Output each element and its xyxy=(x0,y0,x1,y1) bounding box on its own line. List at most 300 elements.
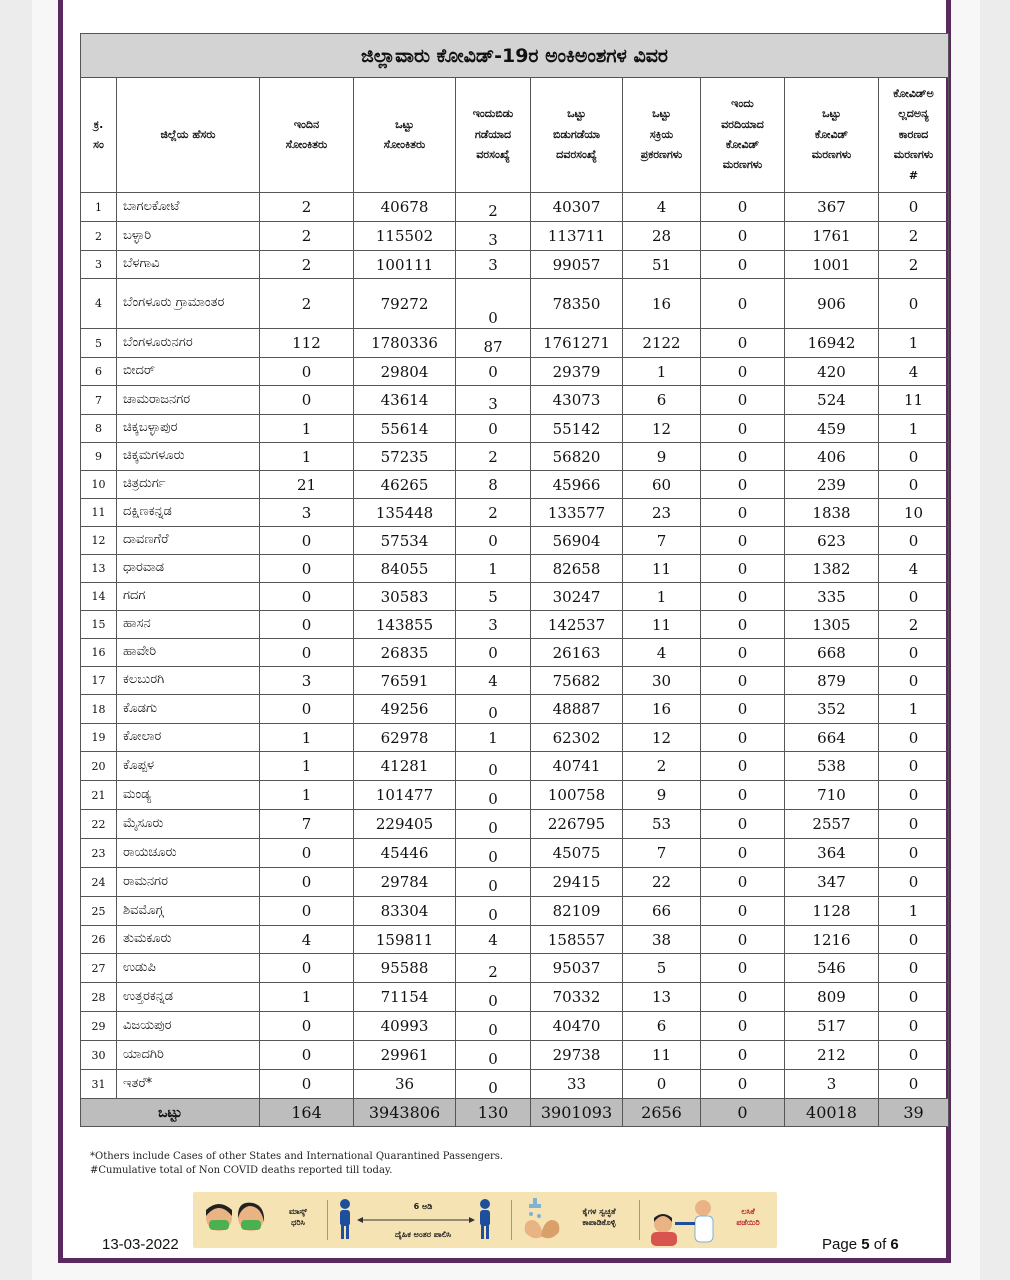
cell-today: 0 xyxy=(260,1070,354,1099)
cell-dis-total: 56820 xyxy=(531,443,623,471)
cell-no: 25 xyxy=(81,897,117,926)
banner-divider xyxy=(327,1200,328,1240)
cell-no: 29 xyxy=(81,1012,117,1041)
cell-deaths-total: 710 xyxy=(785,781,879,810)
cell-dis-total: 133577 xyxy=(531,499,623,527)
cell-active: 9 xyxy=(623,781,701,810)
safety-banner xyxy=(193,1192,777,1248)
cell-active: 2122 xyxy=(623,329,701,358)
cell-name: ಬೀದರ್ xyxy=(117,358,260,386)
cell-no: 6 xyxy=(81,358,117,386)
table-row xyxy=(81,583,949,611)
table-row xyxy=(81,415,949,443)
cell-active: 12 xyxy=(623,415,701,443)
cell-active: 28 xyxy=(623,222,701,251)
cell-non-covid: 0 xyxy=(879,583,949,611)
cell-non-covid: 0 xyxy=(879,983,949,1012)
cell-today: 1 xyxy=(260,415,354,443)
cell-today: 0 xyxy=(260,611,354,639)
cell-dis-today: 0 xyxy=(456,639,531,667)
cell-deaths-total: 879 xyxy=(785,667,879,695)
cell-today: 1 xyxy=(260,443,354,471)
cell-dis-today: 0 xyxy=(456,695,531,724)
cell-dis-today: 2 xyxy=(456,499,531,527)
cell-name: ಬೆಳಗಾವಿ xyxy=(117,251,260,279)
cell-non-covid: 0 xyxy=(879,1070,949,1099)
cell-no: 5 xyxy=(81,329,117,358)
cell-today: 0 xyxy=(260,695,354,724)
cell-deaths-total: 1838 xyxy=(785,499,879,527)
cell-dis-today: 4 xyxy=(456,926,531,954)
cell-today: 2 xyxy=(260,251,354,279)
cell-active: 7 xyxy=(623,527,701,555)
cell-deaths-total: 1001 xyxy=(785,251,879,279)
cell-non-covid: 10 xyxy=(879,499,949,527)
table-row xyxy=(81,868,949,897)
cell-non-covid: 0 xyxy=(879,926,949,954)
table-row xyxy=(81,1012,949,1041)
cell-dis-total: 113711 xyxy=(531,222,623,251)
cell-no: 19 xyxy=(81,724,117,752)
cell-non-covid: 0 xyxy=(879,279,949,329)
cell-name: ಚಾಮರಾಜನಗರ xyxy=(117,386,260,415)
cell-dis-today: 3 xyxy=(456,386,531,415)
cell-total: 29784 xyxy=(354,868,456,897)
total-active: 2656 xyxy=(623,1099,701,1127)
cell-deaths-today: 0 xyxy=(701,983,785,1012)
cell-total: 115502 xyxy=(354,222,456,251)
cell-dis-today: 1 xyxy=(456,724,531,752)
cell-deaths-total: 16942 xyxy=(785,329,879,358)
cell-total: 76591 xyxy=(354,667,456,695)
cell-total: 45446 xyxy=(354,839,456,868)
table-header-row xyxy=(81,78,949,193)
cell-non-covid: 1 xyxy=(879,329,949,358)
cell-active: 11 xyxy=(623,1041,701,1070)
cell-name: ಕೊಪ್ಪಳ xyxy=(117,752,260,781)
total-total: 3943806 xyxy=(354,1099,456,1127)
cell-dis-today: 0 xyxy=(456,983,531,1012)
cell-active: 16 xyxy=(623,695,701,724)
cell-deaths-today: 0 xyxy=(701,1012,785,1041)
cell-total: 26835 xyxy=(354,639,456,667)
cell-active: 2 xyxy=(623,752,701,781)
cell-today: 0 xyxy=(260,897,354,926)
table-row xyxy=(81,839,949,868)
cell-no: 16 xyxy=(81,639,117,667)
cell-dis-total: 45075 xyxy=(531,839,623,868)
cell-deaths-today: 0 xyxy=(701,724,785,752)
cell-deaths-today: 0 xyxy=(701,839,785,868)
cell-today: 0 xyxy=(260,527,354,555)
cell-total: 57235 xyxy=(354,443,456,471)
cell-dis-total: 142537 xyxy=(531,611,623,639)
cell-total: 49256 xyxy=(354,695,456,724)
cell-today: 2 xyxy=(260,279,354,329)
cell-deaths-total: 367 xyxy=(785,193,879,222)
cell-dis-today: 0 xyxy=(456,752,531,781)
page-current: 5 xyxy=(861,1236,870,1253)
cell-active: 38 xyxy=(623,926,701,954)
cell-today: 1 xyxy=(260,781,354,810)
cell-deaths-today: 0 xyxy=(701,667,785,695)
cell-active: 13 xyxy=(623,983,701,1012)
banner-divider xyxy=(639,1200,640,1240)
cell-dis-total: 78350 xyxy=(531,279,623,329)
cell-total: 43614 xyxy=(354,386,456,415)
cell-deaths-today: 0 xyxy=(701,639,785,667)
cell-name: ಮೈಸೂರು xyxy=(117,810,260,839)
cell-deaths-total: 524 xyxy=(785,386,879,415)
cell-dis-total: 1761271 xyxy=(531,329,623,358)
cell-non-covid: 0 xyxy=(879,527,949,555)
cell-deaths-total: 406 xyxy=(785,443,879,471)
cell-today: 0 xyxy=(260,555,354,583)
cell-dis-total: 45966 xyxy=(531,471,623,499)
cell-no: 12 xyxy=(81,527,117,555)
cell-deaths-total: 459 xyxy=(785,415,879,443)
table-row xyxy=(81,386,949,415)
cell-today: 112 xyxy=(260,329,354,358)
cell-dis-total: 226795 xyxy=(531,810,623,839)
cell-deaths-total: 347 xyxy=(785,868,879,897)
cell-today: 0 xyxy=(260,868,354,897)
total-non-covid: 39 xyxy=(879,1099,949,1127)
cell-name: ಮಂಡ್ಯ xyxy=(117,781,260,810)
cell-deaths-today: 0 xyxy=(701,386,785,415)
column-header: ಜಿಲ್ಲೆಯ ಹೆಸರು xyxy=(117,78,260,193)
table-row xyxy=(81,926,949,954)
cell-deaths-today: 0 xyxy=(701,695,785,724)
cell-non-covid: 2 xyxy=(879,611,949,639)
table-title: ಜಿಲ್ಲಾವಾರು ಕೋವಿಡ್-19ರ ಅಂಕಿಅಂಶಗಳ ವಿವರ xyxy=(81,34,949,78)
cell-deaths-total: 335 xyxy=(785,583,879,611)
cell-non-covid: 0 xyxy=(879,1012,949,1041)
banner-distance-feet: 6 ಅಡಿ xyxy=(413,1202,433,1211)
cell-total: 41281 xyxy=(354,752,456,781)
cell-deaths-today: 0 xyxy=(701,499,785,527)
cell-total: 159811 xyxy=(354,926,456,954)
table-row xyxy=(81,810,949,839)
total-dis-total: 3901093 xyxy=(531,1099,623,1127)
cell-total: 55614 xyxy=(354,415,456,443)
cell-no: 27 xyxy=(81,954,117,983)
cell-dis-total: 43073 xyxy=(531,386,623,415)
page-border-left xyxy=(58,0,63,1262)
cell-dis-total: 82109 xyxy=(531,897,623,926)
cell-non-covid: 0 xyxy=(879,752,949,781)
cell-name: ದಕ್ಷಿಣಕನ್ನಡ xyxy=(117,499,260,527)
cell-today: 4 xyxy=(260,926,354,954)
cell-active: 51 xyxy=(623,251,701,279)
cell-total: 36 xyxy=(354,1070,456,1099)
footnote-others: *Others include Cases of other States and International Quarantined Passengers. xyxy=(90,1151,504,1162)
banner-mask-label: ಮಾಸ್ಕ್ ಧರಿಸಿ xyxy=(288,1207,308,1227)
cell-active: 23 xyxy=(623,499,701,527)
cell-dis-total: 29379 xyxy=(531,358,623,386)
masked-faces-icon xyxy=(201,1192,271,1248)
cell-active: 1 xyxy=(623,358,701,386)
cell-dis-total: 48887 xyxy=(531,695,623,724)
cell-total: 46265 xyxy=(354,471,456,499)
cell-non-covid: 0 xyxy=(879,667,949,695)
cell-deaths-today: 0 xyxy=(701,193,785,222)
cell-dis-total: 33 xyxy=(531,1070,623,1099)
cell-total: 84055 xyxy=(354,555,456,583)
cell-no: 13 xyxy=(81,555,117,583)
cell-non-covid: 1 xyxy=(879,415,949,443)
cell-total: 100111 xyxy=(354,251,456,279)
cell-dis-today: 0 xyxy=(456,868,531,897)
table-row xyxy=(81,251,949,279)
cell-deaths-today: 0 xyxy=(701,611,785,639)
cell-dis-today: 1 xyxy=(456,555,531,583)
cell-name: ವಿಜಯಪುರ xyxy=(117,1012,260,1041)
cell-deaths-today: 0 xyxy=(701,810,785,839)
cell-non-covid: 0 xyxy=(879,868,949,897)
column-header: ಇಂದಿನ ಸೋಂಕಿತರು xyxy=(260,78,354,193)
cell-today: 0 xyxy=(260,839,354,868)
cell-today: 3 xyxy=(260,499,354,527)
cell-dis-total: 70332 xyxy=(531,983,623,1012)
cell-deaths-today: 0 xyxy=(701,926,785,954)
cell-deaths-today: 0 xyxy=(701,329,785,358)
table-row xyxy=(81,781,949,810)
footnotes xyxy=(90,1150,503,1178)
page-total: 6 xyxy=(890,1236,899,1253)
cell-name: ದಾವಣಗೆರೆ xyxy=(117,527,260,555)
total-today: 164 xyxy=(260,1099,354,1127)
report-date: 13-03-2022 xyxy=(102,1236,179,1253)
cell-today: 21 xyxy=(260,471,354,499)
cell-dis-total: 40741 xyxy=(531,752,623,781)
table-row xyxy=(81,752,949,781)
cell-dis-today: 0 xyxy=(456,839,531,868)
table-row xyxy=(81,358,949,386)
cell-name: ಚಿಕ್ಕಮಗಳೂರು xyxy=(117,443,260,471)
table-row xyxy=(81,695,949,724)
cell-no: 9 xyxy=(81,443,117,471)
cell-no: 31 xyxy=(81,1070,117,1099)
cell-active: 9 xyxy=(623,443,701,471)
cell-active: 22 xyxy=(623,868,701,897)
cell-dis-total: 56904 xyxy=(531,527,623,555)
footnote-cumulative: #Cumulative total of Non COVID deaths reported till today. xyxy=(90,1165,393,1176)
cell-today: 0 xyxy=(260,386,354,415)
cell-deaths-today: 0 xyxy=(701,251,785,279)
hand-wash-icon xyxy=(519,1192,569,1248)
cell-dis-today: 2 xyxy=(456,443,531,471)
cell-non-covid: 1 xyxy=(879,897,949,926)
cell-deaths-total: 239 xyxy=(785,471,879,499)
cell-non-covid: 1 xyxy=(879,695,949,724)
cell-name: ಹಾವೇರಿ xyxy=(117,639,260,667)
table-body xyxy=(81,193,949,1127)
cell-non-covid: 0 xyxy=(879,193,949,222)
cell-dis-today: 0 xyxy=(456,527,531,555)
cell-dis-today: 87 xyxy=(456,329,531,358)
cell-deaths-today: 0 xyxy=(701,868,785,897)
banner-vaccine-label: ಲಸಿಕೆ ಪಡೆಯಿರಿ xyxy=(736,1207,760,1227)
cell-name: ರಾಮನಗರ xyxy=(117,868,260,897)
cell-no: 3 xyxy=(81,251,117,279)
cell-dis-today: 0 xyxy=(456,810,531,839)
cell-total: 40678 xyxy=(354,193,456,222)
cell-deaths-today: 0 xyxy=(701,781,785,810)
cell-non-covid: 0 xyxy=(879,781,949,810)
cell-deaths-total: 212 xyxy=(785,1041,879,1070)
cell-active: 5 xyxy=(623,954,701,983)
table-row xyxy=(81,279,949,329)
cell-today: 0 xyxy=(260,954,354,983)
cell-dis-total: 55142 xyxy=(531,415,623,443)
cell-name: ಗದಗ xyxy=(117,583,260,611)
cell-dis-today: 2 xyxy=(456,193,531,222)
cell-name: ರಾಯಚೂರು xyxy=(117,839,260,868)
cell-active: 4 xyxy=(623,193,701,222)
cell-no: 4 xyxy=(81,279,117,329)
cell-no: 22 xyxy=(81,810,117,839)
cell-today: 0 xyxy=(260,639,354,667)
cell-name: ಇತರೆ* xyxy=(117,1070,260,1099)
cell-total: 29961 xyxy=(354,1041,456,1070)
cell-no: 26 xyxy=(81,926,117,954)
cell-today: 1 xyxy=(260,724,354,752)
cell-deaths-today: 0 xyxy=(701,897,785,926)
cell-dis-total: 95037 xyxy=(531,954,623,983)
cell-total: 57534 xyxy=(354,527,456,555)
cell-non-covid: 0 xyxy=(879,810,949,839)
cell-deaths-total: 906 xyxy=(785,279,879,329)
cell-dis-total: 40470 xyxy=(531,1012,623,1041)
cell-no: 20 xyxy=(81,752,117,781)
cell-dis-today: 0 xyxy=(456,897,531,926)
cell-total: 1780336 xyxy=(354,329,456,358)
table-row xyxy=(81,499,949,527)
page-number xyxy=(822,1236,899,1253)
cell-today: 3 xyxy=(260,667,354,695)
cell-deaths-today: 0 xyxy=(701,415,785,443)
cell-non-covid: 0 xyxy=(879,1041,949,1070)
cell-dis-total: 82658 xyxy=(531,555,623,583)
cell-today: 2 xyxy=(260,222,354,251)
cell-dis-today: 0 xyxy=(456,1012,531,1041)
cell-dis-total: 99057 xyxy=(531,251,623,279)
cell-deaths-today: 0 xyxy=(701,527,785,555)
cell-dis-today: 3 xyxy=(456,222,531,251)
cell-name: ಬೆಂಗಳೂರುನಗರ xyxy=(117,329,260,358)
table-row xyxy=(81,471,949,499)
cell-deaths-total: 2557 xyxy=(785,810,879,839)
cell-name: ಯಾದಗಿರಿ xyxy=(117,1041,260,1070)
column-header: ಕೋವಿಡ್ಅ ಲ್ಲದಅನ್ಯ ಕಾರಣದ ಮರಣಗಳು # xyxy=(879,78,949,193)
cell-active: 30 xyxy=(623,667,701,695)
totals-label: ಒಟ್ಟು xyxy=(81,1099,260,1127)
cell-name: ಶಿವಮೊಗ್ಗ xyxy=(117,897,260,926)
cell-deaths-total: 664 xyxy=(785,724,879,752)
cell-name: ತುಮಕೂರು xyxy=(117,926,260,954)
column-header: ಒಟ್ಟು ಸೋಂಕಿತರು xyxy=(354,78,456,193)
cell-active: 16 xyxy=(623,279,701,329)
cell-no: 10 xyxy=(81,471,117,499)
cell-active: 12 xyxy=(623,724,701,752)
cell-non-covid: 4 xyxy=(879,555,949,583)
cell-today: 7 xyxy=(260,810,354,839)
cell-dis-today: 0 xyxy=(456,358,531,386)
cell-deaths-today: 0 xyxy=(701,954,785,983)
cell-today: 2 xyxy=(260,193,354,222)
cell-name: ಕಲಬುರಗಿ xyxy=(117,667,260,695)
cell-deaths-total: 809 xyxy=(785,983,879,1012)
page-prefix: Page xyxy=(822,1236,858,1253)
cell-total: 229405 xyxy=(354,810,456,839)
cell-non-covid: 0 xyxy=(879,471,949,499)
cell-deaths-today: 0 xyxy=(701,1070,785,1099)
district-covid-table xyxy=(80,33,949,1127)
column-header: ಕ್ರ. ಸಂ xyxy=(81,78,117,193)
cell-deaths-total: 1216 xyxy=(785,926,879,954)
cell-total: 40993 xyxy=(354,1012,456,1041)
cell-dis-total: 62302 xyxy=(531,724,623,752)
cell-name: ಚಿಕ್ಕಬಳ್ಳಾಪುರ xyxy=(117,415,260,443)
vaccination-icon xyxy=(645,1192,725,1248)
cell-today: 0 xyxy=(260,1012,354,1041)
cell-no: 28 xyxy=(81,983,117,1012)
page-of: of xyxy=(873,1236,887,1253)
cell-dis-today: 2 xyxy=(456,954,531,983)
cell-deaths-total: 623 xyxy=(785,527,879,555)
cell-no: 17 xyxy=(81,667,117,695)
cell-deaths-total: 668 xyxy=(785,639,879,667)
cell-deaths-today: 0 xyxy=(701,443,785,471)
cell-active: 0 xyxy=(623,1070,701,1099)
cell-active: 66 xyxy=(623,897,701,926)
cell-deaths-today: 0 xyxy=(701,279,785,329)
cell-dis-total: 29415 xyxy=(531,868,623,897)
cell-active: 11 xyxy=(623,611,701,639)
cell-deaths-total: 1761 xyxy=(785,222,879,251)
table-row xyxy=(81,443,949,471)
cell-dis-total: 29738 xyxy=(531,1041,623,1070)
cell-no: 7 xyxy=(81,386,117,415)
table-row xyxy=(81,1041,949,1070)
cell-deaths-total: 364 xyxy=(785,839,879,868)
cell-no: 24 xyxy=(81,868,117,897)
column-header: ಇಂದುಬಿಡು ಗಡೆಯಾದ ವರಸಂಖ್ಯೆ xyxy=(456,78,531,193)
column-header: ಒಟ್ಟು ಬಿಡುಗಡೆಯಾ ದವರಸಂಖ್ಯೆ xyxy=(531,78,623,193)
cell-non-covid: 2 xyxy=(879,222,949,251)
cell-deaths-today: 0 xyxy=(701,358,785,386)
cell-name: ಹಾಸನ xyxy=(117,611,260,639)
column-header: ಒಟ್ಟು ಕೋವಿಡ್ ಮರಣಗಳು xyxy=(785,78,879,193)
total-deaths-today: 0 xyxy=(701,1099,785,1127)
cell-non-covid: 2 xyxy=(879,251,949,279)
cell-no: 23 xyxy=(81,839,117,868)
cell-active: 1 xyxy=(623,583,701,611)
cell-deaths-total: 1382 xyxy=(785,555,879,583)
cell-today: 1 xyxy=(260,983,354,1012)
cell-non-covid: 11 xyxy=(879,386,949,415)
totals-row xyxy=(81,1099,949,1127)
cell-no: 21 xyxy=(81,781,117,810)
cell-no: 15 xyxy=(81,611,117,639)
cell-total: 30583 xyxy=(354,583,456,611)
cell-no: 14 xyxy=(81,583,117,611)
cell-name: ಬಾಗಲಕೋಟೆ xyxy=(117,193,260,222)
cell-no: 1 xyxy=(81,193,117,222)
cell-no: 8 xyxy=(81,415,117,443)
table-row xyxy=(81,611,949,639)
